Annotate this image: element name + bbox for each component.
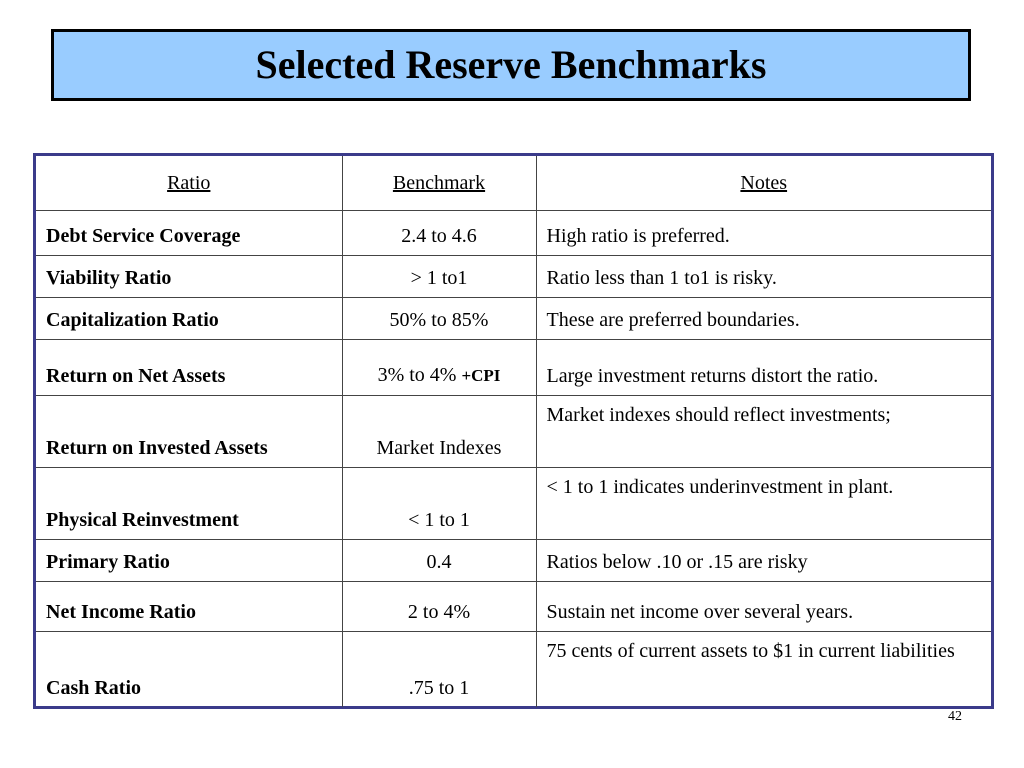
notes-cell: Sustain net income over several years. [536,581,991,631]
ratio-cell: Physical Reinvestment [36,467,342,539]
ratio-cell: Net Income Ratio [36,581,342,631]
table-row [36,631,991,707]
header-benchmark: Benchmark [342,156,536,210]
benchmark-table-container [33,153,994,709]
benchmark-cell: Market Indexes [342,395,536,467]
ratio-cell: Primary Ratio [36,539,342,581]
ratio-cell: Debt Service Coverage [36,210,342,255]
table-row [36,297,991,339]
header-ratio: Ratio [36,156,342,210]
notes-cell: Ratios below .10 or .15 are risky [536,539,991,581]
benchmark-cell: 2.4 to 4.6 [342,210,536,255]
notes-cell: < 1 to 1 indicates underinvestment in plant. [536,467,991,539]
table-row [36,581,991,631]
benchmark-cell: 50% to 85% [342,297,536,339]
notes-cell: Ratio less than 1 to1 is risky. [536,255,991,297]
benchmark-cell: 3% to 4% +CPI [342,339,536,395]
table-row [36,395,991,467]
ratio-cell: Return on Net Assets [36,339,342,395]
cpi-suffix: +CPI [461,365,501,385]
ratio-cell: Capitalization Ratio [36,297,342,339]
table-row [36,339,991,395]
table-row [36,255,991,297]
ratio-cell: Cash Ratio [36,631,342,707]
benchmark-cell: 0.4 [342,539,536,581]
table-header-row [36,156,991,210]
benchmark-table [36,156,991,707]
ratio-cell: Viability Ratio [36,255,342,297]
ratio-cell: Return on Invested Assets [36,395,342,467]
slide-title: Selected Reserve Benchmarks [255,42,767,87]
benchmark-cell: .75 to 1 [342,631,536,707]
benchmark-cell: < 1 to 1 [342,467,536,539]
table-row [36,539,991,581]
notes-cell: These are preferred boundaries. [536,297,991,339]
notes-cell: 75 cents of current assets to $1 in current liabilities [536,631,991,707]
table-row [36,210,991,255]
notes-cell: Market indexes should reflect investments; [536,395,991,467]
table-row [36,467,991,539]
header-notes: Notes [536,156,991,210]
benchmark-cell: 2 to 4% [342,581,536,631]
title-box [51,29,971,101]
benchmark-cell: > 1 to1 [342,255,536,297]
notes-cell: Large investment returns distort the ratio. [536,339,991,395]
notes-cell: High ratio is preferred. [536,210,991,255]
page-number: 42 [948,709,962,724]
